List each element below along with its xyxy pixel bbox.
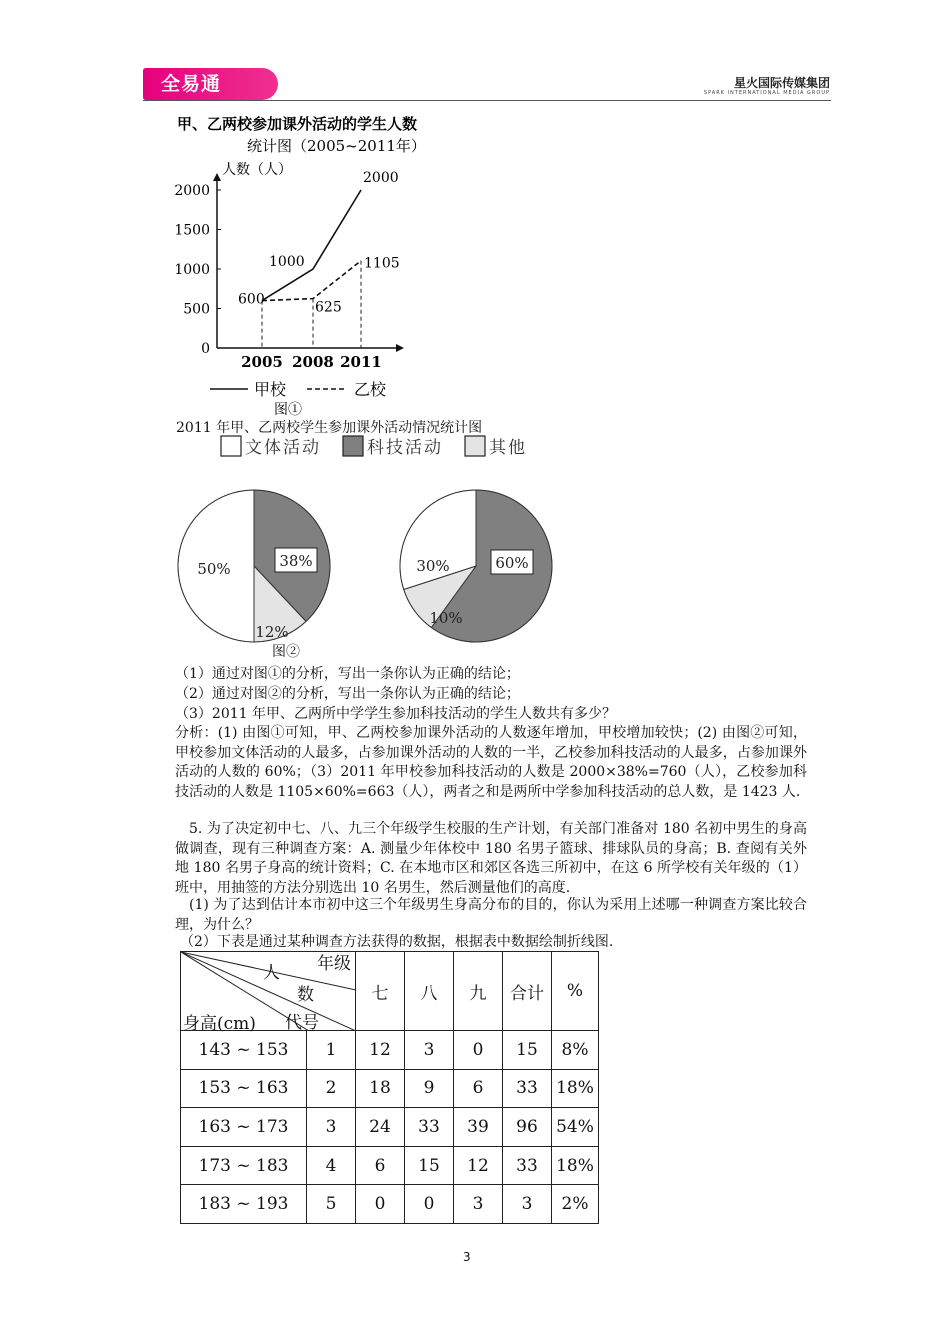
column-header: 八 <box>405 952 454 1031</box>
cell-percent: 18% <box>552 1069 599 1108</box>
cell-grade-7: 6 <box>356 1146 405 1185</box>
question-1: （1）通过对图①的分析，写出一条你认为正确的结论； <box>175 666 520 682</box>
cell-grade-7: 0 <box>356 1185 405 1224</box>
cell-percent: 18% <box>552 1146 599 1185</box>
line-chart <box>170 110 570 430</box>
header-grade-label: 人 <box>263 963 280 983</box>
problem-5-question-1: (1) 为了达到估计本市初中这三个年级男生身高分布的目的，你认为采用上述哪一种调查方案比较合理，为什么？ <box>175 897 807 933</box>
legend-label: 甲校 <box>254 380 287 399</box>
legend-swatch <box>221 436 241 456</box>
line-chart-legend <box>210 380 387 399</box>
cell-percent: 54% <box>552 1108 599 1147</box>
y-tick-label: 1500 <box>174 222 210 239</box>
data-label: 2000 <box>363 170 399 186</box>
x-tick-label: 2005 <box>241 353 283 371</box>
pie-chart-caption: 图② <box>272 644 300 660</box>
legend-swatch <box>343 436 363 456</box>
height-range: 163 ~ 173 <box>181 1108 307 1147</box>
row-code: 3 <box>307 1108 356 1147</box>
line-chart-xticks <box>241 353 382 371</box>
table-row <box>181 1185 599 1224</box>
y-axis-arrow <box>213 173 221 181</box>
cell-grade-7: 18 <box>356 1069 405 1108</box>
page-number: 3 <box>463 1250 471 1264</box>
y-tick-label: 500 <box>183 301 210 318</box>
cell-grade-8: 15 <box>405 1146 454 1185</box>
cell-total: 33 <box>503 1069 552 1108</box>
pie-label: 30% <box>416 557 450 575</box>
y-tick-label: 2000 <box>174 183 210 199</box>
cell-grade-9: 6 <box>454 1069 503 1108</box>
company-name-en: SPARK INTERNATIONAL MEDIA GROUP <box>703 90 830 96</box>
legend-label: 其他 <box>489 438 527 458</box>
legend-label: 科技活动 <box>367 438 443 458</box>
cell-total: 15 <box>503 1031 552 1070</box>
line-chart-subtitle: 统计图（2005~2011年） <box>247 137 426 155</box>
pie-charts <box>170 476 570 656</box>
height-range: 183 ~ 193 <box>181 1185 307 1224</box>
row-code: 1 <box>307 1031 356 1070</box>
cell-percent: 8% <box>552 1031 599 1070</box>
header-height-label: 身高(cm) <box>183 1014 256 1034</box>
column-header: 合计 <box>503 952 552 1031</box>
problem-5-intro: 5. 为了决定初中七、八、九三个年级学生校服的生产计划，有关部门准备对 180 名初中男生的身高做调查，现有三种调查方案：A. 测量少年体校中 180 名男子篮球、排球队员的身高；B. 查阅有关外地 180 名男子身高的统计资料；C. 在本地市区和郊区各选三所初中，在这 6 所学校有关年级的（1）班中，用抽签的方法分别选出 10 名男生，然后测量他们的高度. <box>175 821 807 896</box>
cell-total: 33 <box>503 1146 552 1185</box>
legend-swatch <box>465 436 485 456</box>
header-code-label: 代号 <box>285 1013 319 1033</box>
pie-label: 38% <box>279 552 313 570</box>
cell-grade-8: 0 <box>405 1185 454 1224</box>
company-name: 星火国际传媒集团 <box>733 76 830 90</box>
cell-grade-7: 12 <box>356 1031 405 1070</box>
x-axis-arrow <box>396 344 404 352</box>
y-tick-label: 0 <box>201 341 210 357</box>
height-data-table <box>180 951 599 1224</box>
line-chart-yticks <box>174 183 221 357</box>
legend-label: 文体活动 <box>245 438 321 458</box>
cell-grade-9: 12 <box>454 1146 503 1185</box>
cell-grade-8: 3 <box>405 1031 454 1070</box>
data-label: 600 <box>238 291 265 308</box>
line-chart-ylabel: 人数（人） <box>222 162 292 178</box>
height-range: 143 ~ 153 <box>181 1031 307 1070</box>
header-divider <box>143 100 831 101</box>
line-chart-title: 甲、乙两校参加课外活动的学生人数 <box>177 115 418 133</box>
height-range: 153 ~ 163 <box>181 1069 307 1108</box>
brand-logo: 全易通 <box>143 68 278 100</box>
cell-grade-9: 3 <box>454 1185 503 1224</box>
question-3: （3）2011 年甲、乙两所中学学生参加科技活动的学生人数共有多少？ <box>175 706 616 722</box>
question-2: （2）通过对图②的分析，写出一条你认为正确的结论； <box>175 686 520 702</box>
cell-total: 96 <box>503 1108 552 1147</box>
cell-total: 3 <box>503 1185 552 1224</box>
header-grade-word: 年级 <box>317 954 351 974</box>
pie-chart-legend <box>218 434 548 462</box>
row-code: 4 <box>307 1146 356 1185</box>
column-header: 七 <box>356 952 405 1031</box>
table-row <box>181 1031 599 1070</box>
column-header: % <box>552 952 599 1031</box>
height-range: 173 ~ 183 <box>181 1146 307 1185</box>
problem-5-question-2: （2）下表是通过某种调查方法获得的数据，根据表中数据绘制折线图. <box>180 934 614 950</box>
cell-grade-9: 0 <box>454 1031 503 1070</box>
legend-label: 乙校 <box>354 380 387 399</box>
series-line-甲校 <box>262 190 361 301</box>
analysis-paragraph: 分析：(1) 由图①可知，甲、乙两校参加课外活动的人数逐年增加，甲校增加较快；(2) 由图②可知，甲校参加文体活动的人最多，占参加课外活动的人数的一半，乙校参加科技活动的人最多，占参加课外活动的人数的 60%；（3）2011 年甲校参加科技活动的人数是 2000×38%=760（人），乙校参加科技活动的人数是 1105×60%=663（人），两者之和是两所中学参加科技活动的总人数，是 1423 人. <box>175 725 807 800</box>
x-tick-label: 2008 <box>292 353 334 371</box>
data-label: 1105 <box>364 255 400 272</box>
pie-label: 10% <box>429 609 463 627</box>
cell-grade-7: 24 <box>356 1108 405 1147</box>
pie-chart-title: 2011 年甲、乙两校学生参加课外活动情况统计图 <box>176 420 483 436</box>
pie-label: 12% <box>255 623 289 641</box>
y-tick-label: 1000 <box>174 262 210 278</box>
x-tick-label: 2011 <box>340 353 382 371</box>
line-chart-caption: 图① <box>274 402 302 418</box>
table-row <box>181 1146 599 1185</box>
column-header: 九 <box>454 952 503 1031</box>
cell-grade-8: 9 <box>405 1069 454 1108</box>
pie-label: 60% <box>495 554 529 572</box>
data-label: 1000 <box>269 254 305 270</box>
cell-grade-8: 33 <box>405 1108 454 1147</box>
header-count-label: 数 <box>297 985 314 1005</box>
table-diagonal-header <box>181 952 356 1034</box>
pie-label: 50% <box>197 560 231 578</box>
data-label: 625 <box>315 299 342 316</box>
cell-grade-9: 39 <box>454 1108 503 1147</box>
cell-percent: 2% <box>552 1185 599 1224</box>
table-row <box>181 1069 599 1108</box>
table-row <box>181 1108 599 1147</box>
row-code: 2 <box>307 1069 356 1108</box>
row-code: 5 <box>307 1185 356 1224</box>
